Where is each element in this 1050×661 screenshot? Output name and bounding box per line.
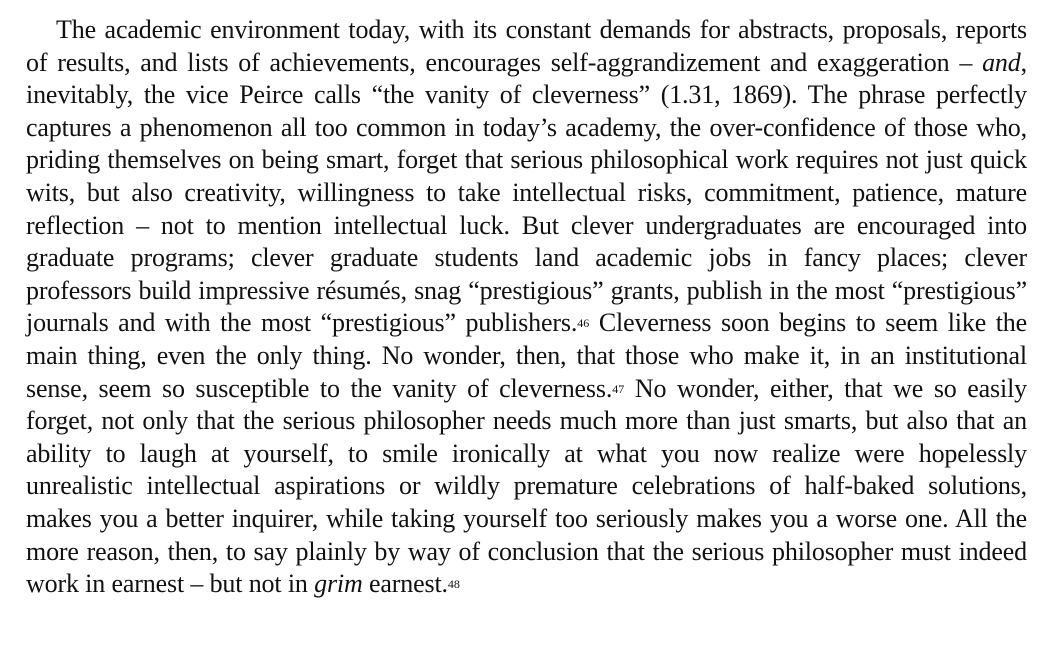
text-segment: earnest. [362, 569, 448, 599]
emphasis-grim: grim [314, 569, 363, 599]
footnote-marker-48: 48 [447, 576, 460, 591]
text-segment: Cleverness soon begins to seem like the main thing, even the only thing. No wonder, then, that those who make it, in an institutional sense, seem so susceptible to the vanity of cleverness. [26, 308, 1028, 403]
text-segment: No wonder, either, that we so easily forget, not only that the serious philosopher needs much more than just smarts, but also that an ability to laugh at yourself, to smile ironically at what you now realize were hopelessly unrealistic intellectual aspirations or wildly premature celebrations of half-baked solutions, makes you a better inquirer, while taking yourself too seriously makes you a worse one. All the more reason, then, to say plainly by way of conclusion that the serious philosopher must indeed work in earnest – but not in [26, 373, 1028, 599]
body-paragraph [26, 14, 1027, 601]
emphasis-and: and [982, 47, 1021, 77]
footnote-marker-46: 46 [577, 316, 590, 331]
text-segment: , inevitably, the vice Peirce calls “the vanity of cleverness” (1.31, 1869). The phrase perfectly captures a phenomenon all too common in today’s academy, the over-confidence of those who, priding themselves on being smart, forget that serious philosophical work requires not just quick wits, but also creativity, willingness to take intellectual risks, commitment, patience, mature reflection – not to mention intellectual luck. But clever undergraduates are encouraged into graduate programs; clever graduate students land academic jobs in fancy places; clever professors build impressive résumés, snag “prestigious” grants, publish in the most “prestigious” journals and with the most “prestigious” publishers. [26, 47, 1027, 338]
footnote-marker-47: 47 [612, 381, 625, 396]
text-segment: The academic environment today, with its constant demands for abstracts, proposals, reports of results, and lists of achievements, encourages self-aggrandizement and exaggeration – [26, 15, 1027, 77]
